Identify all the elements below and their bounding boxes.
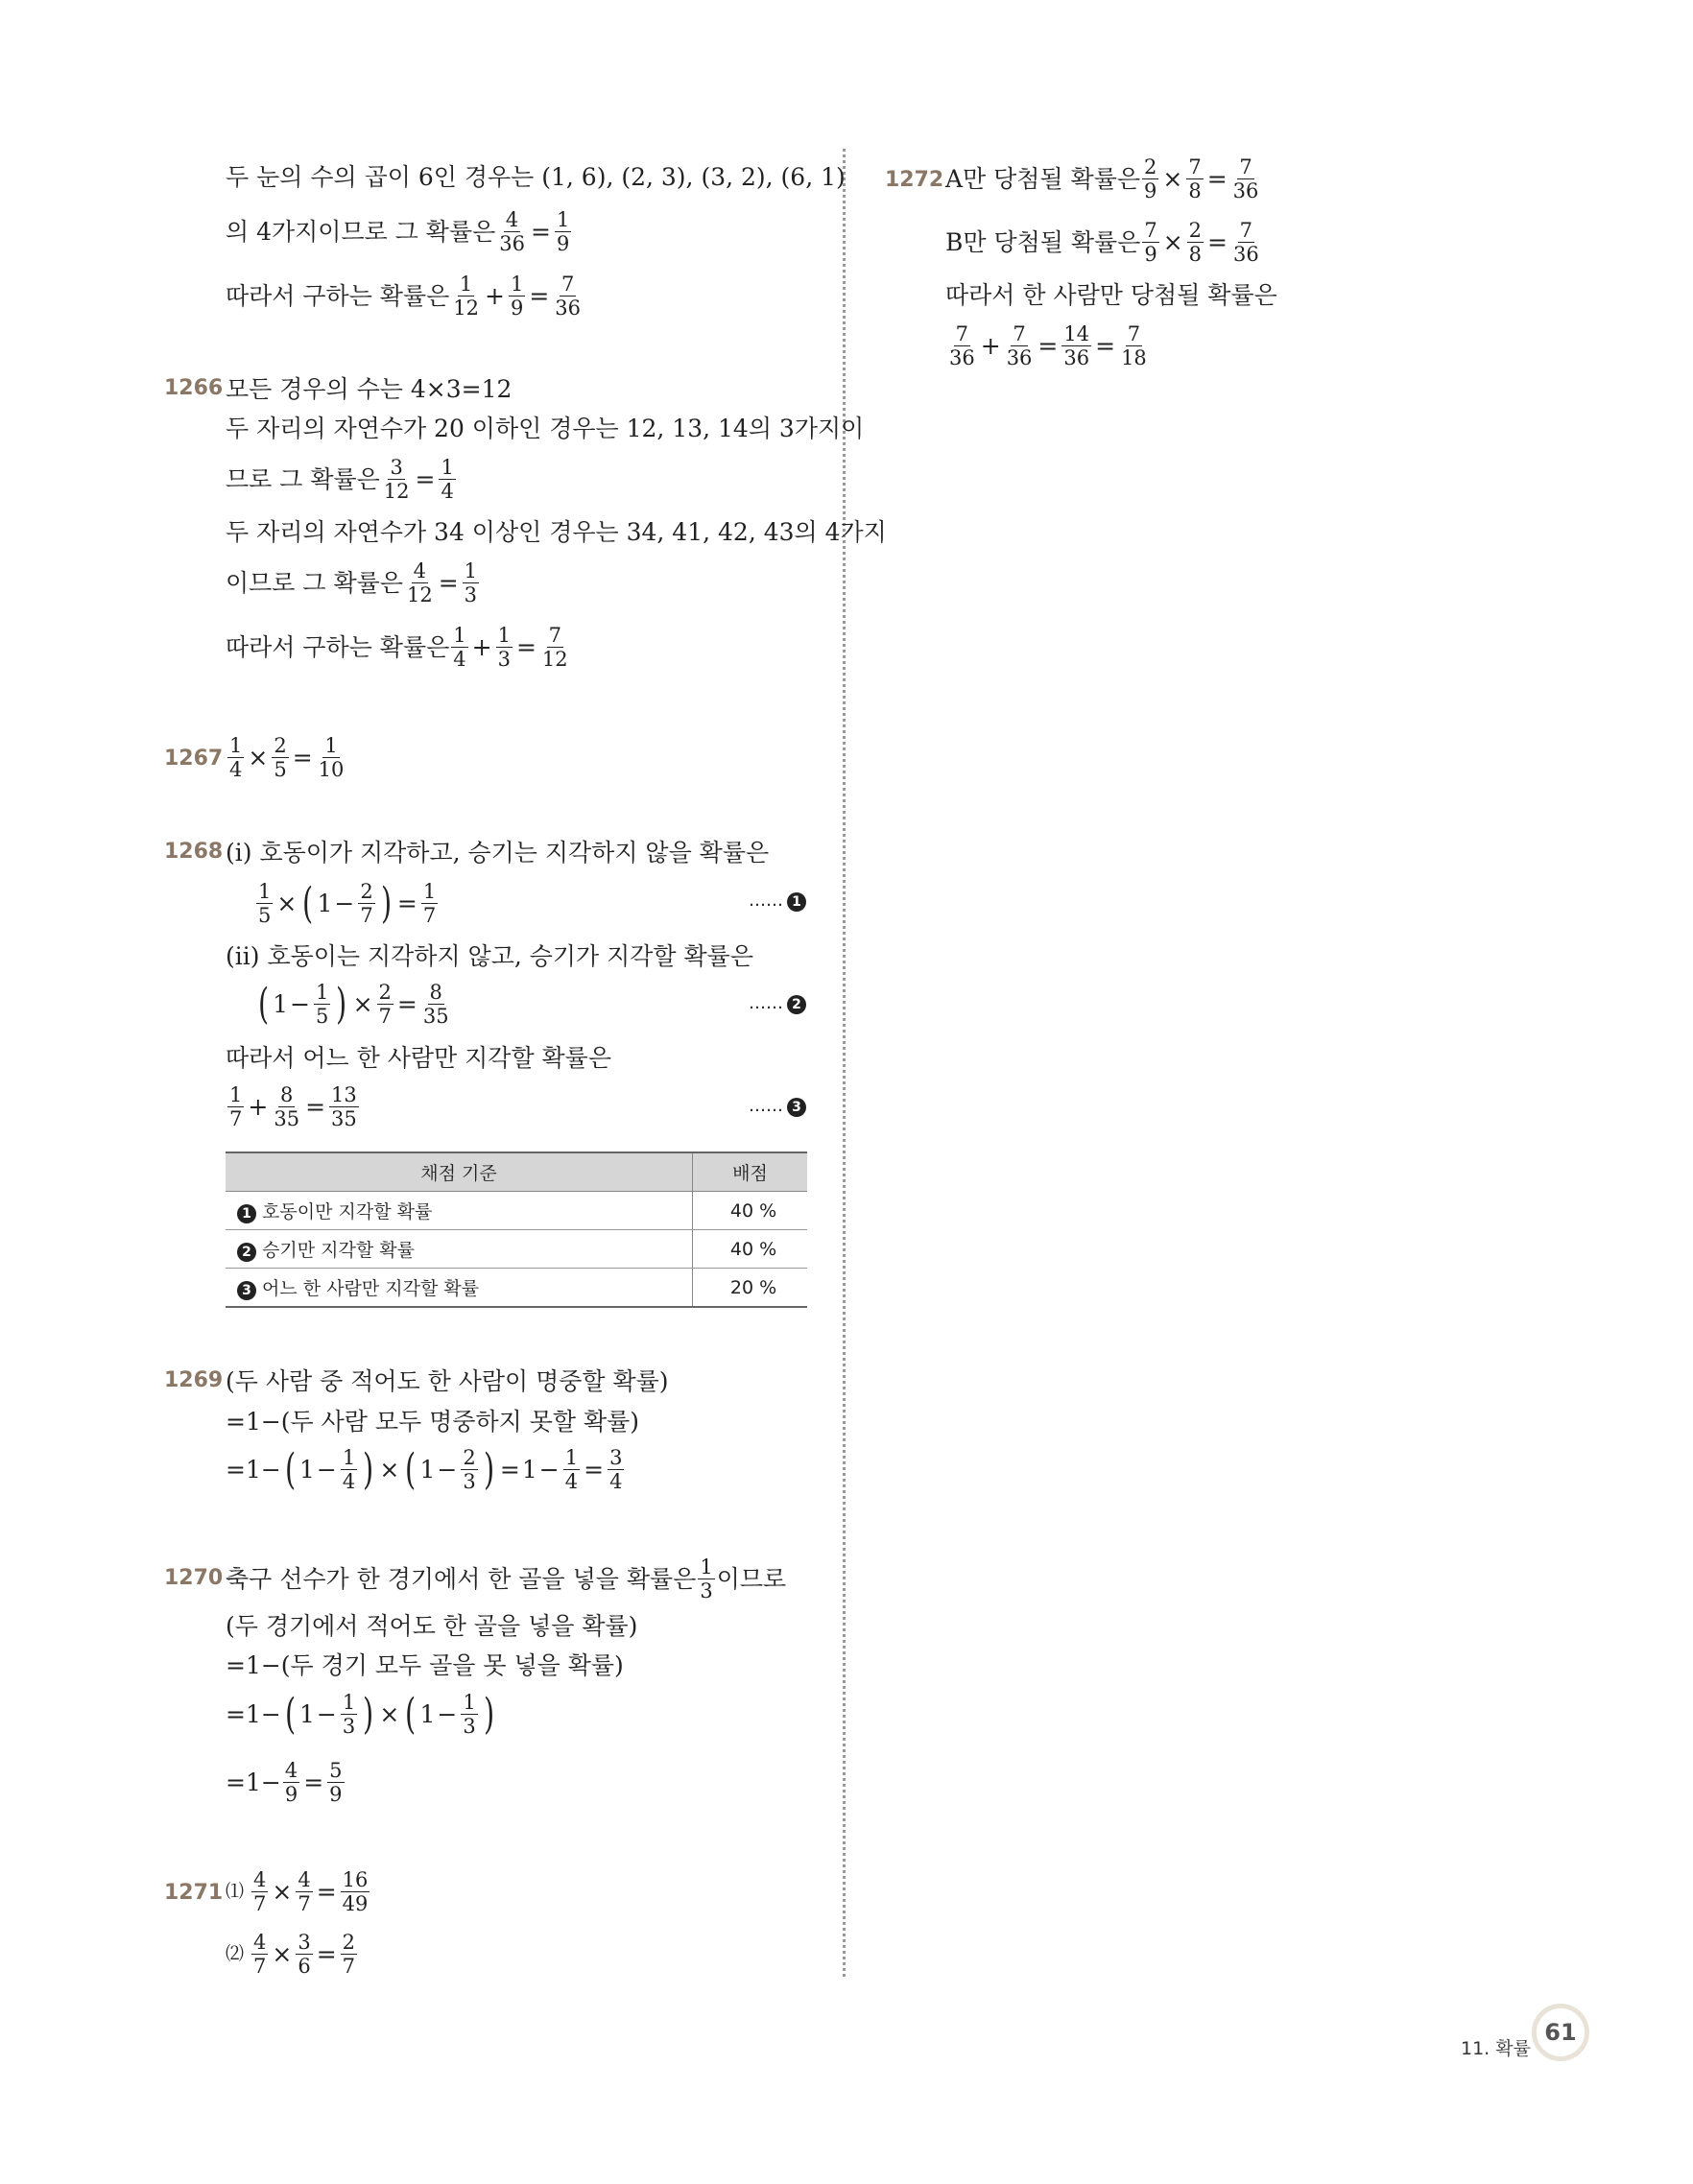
p1270-line2: (두 경기에서 적어도 한 골을 넣을 확률) (226, 1612, 638, 1640)
p1269-line2: =1−(두 사람 모두 명중하지 못할 확률) (226, 1408, 639, 1436)
fraction: $\frac{1}{4}$ (441, 456, 454, 504)
fraction: $\frac{7}{8}$ (1188, 155, 1202, 203)
p1271-part1: ⑴ $\frac{4}{7}$ × $\frac{4}{7}$ = $\frac{16}{49}$ (226, 1868, 369, 1916)
table-row: 1 호동이만 지각할 확률 40 % (226, 1192, 807, 1230)
p1270-line3: =1−(두 경기 모두 골을 못 넣을 확률) (226, 1651, 624, 1679)
fraction: $\frac{7}{9}$ (1144, 219, 1157, 267)
circled-number-icon: 1 (237, 1204, 256, 1223)
fraction: $\frac{4}{7}$ (298, 1868, 311, 1916)
p1266-line5: 이므로 그 확률은 $\frac{4}{12}$ = $\frac{1}{3}$ (226, 559, 478, 607)
fraction: $\frac{5}{9}$ (329, 1759, 343, 1807)
chapter-label: 11. 확률 (1461, 2038, 1531, 2059)
grading-table (226, 1151, 807, 1308)
fraction: $\frac{4}{36}$ (499, 208, 525, 256)
p1265-line1-text: 두 눈의 수의 곱이 6인 경우는 (1, 6), (2, 3), (3, 2), (6, 1) (226, 163, 846, 191)
p1269-line3: =1− ( 1 − $\frac{1}{4}$ ) × ( 1 − $\frac{2}{3}$ ) = 1 − $\frac{1}{4}$ = $\frac{3}{4}$ (226, 1444, 623, 1494)
fraction: $\frac{2}{8}$ (1188, 219, 1203, 267)
p1265-line1 (226, 165, 846, 189)
fraction: $\frac{1}{5}$ (316, 981, 329, 1029)
fraction: $\frac{3}{12}$ (383, 456, 410, 504)
problem-number-1272: 1272 (885, 168, 944, 192)
step-mark-2: …… 2 (749, 995, 806, 1014)
fraction: $\frac{1}{3}$ (463, 1691, 476, 1739)
fraction: $\frac{2}{5}$ (274, 734, 287, 782)
p1268-case-i: (ⅰ) 호동이가 지각하고, 승기는 지각하지 않을 확률은 (226, 839, 770, 866)
problem-number-1266: 1266 (164, 376, 224, 400)
p1265-line3: 따라서 구하는 확률은 $\frac{1}{12}$ + $\frac{1}{9}$ = $\frac{7}{36}$ (226, 273, 581, 320)
p1266-line2: 두 자리의 자연수가 20 이하인 경우는 12, 13, 14의 3가지이 (226, 415, 865, 442)
p1270-line1: 축구 선수가 한 경기에서 한 골을 넣을 확률은 $\frac{1}{3}$ 이므로 (226, 1555, 787, 1603)
fraction: $\frac{13}{35}$ (331, 1083, 357, 1131)
circled-number-icon: 3 (237, 1281, 256, 1300)
p1272-line1: A만 당첨될 확률은 $\frac{2}{9}$ × $\frac{7}{8}$ = $\frac{7}{36}$ (945, 155, 1259, 203)
table-row: 2 승기만 지각할 확률 40 % (226, 1230, 807, 1269)
p1268-expr2: ( 1 − $\frac{1}{5}$ ) × $\frac{2}{7}$ = $\frac{8}{35}$ (258, 979, 449, 1029)
p1266-line6: 따라서 구하는 확률은 $\frac{1}{4}$ + $\frac{1}{3}$ = $\frac{7}{12}$ (226, 624, 568, 672)
p1272-line3: 따라서 한 사람만 당첨될 확률은 (945, 281, 1277, 309)
problem-number-1271: 1271 (164, 1881, 224, 1905)
circled-number-icon: 1 (787, 892, 806, 912)
circled-number-icon: 2 (787, 995, 806, 1014)
p1268-expr3: $\frac{1}{7}$ + $\frac{8}{35}$ = $\frac{13}{35}$ (229, 1083, 357, 1131)
fraction: $\frac{2}{7}$ (360, 880, 373, 928)
p1271-part2: ⑵ $\frac{4}{7}$ × $\frac{3}{6}$ = $\frac{2}{7}$ (226, 1931, 356, 1979)
p1270-line5: =1− $\frac{4}{9}$ = $\frac{5}{9}$ (226, 1759, 343, 1807)
p1266-line1: 모든 경우의 수는 4×3=12 (226, 375, 513, 403)
fraction: $\frac{2}{3}$ (463, 1446, 476, 1494)
fraction: $\frac{2}{7}$ (342, 1931, 356, 1979)
problem-number-1268: 1268 (164, 840, 224, 864)
grading-header-criteria: 채점 기준 (226, 1152, 693, 1192)
fraction: $\frac{3}{4}$ (609, 1446, 623, 1494)
fraction: $\frac{7}{18}$ (1121, 322, 1147, 370)
step-mark-3: …… 3 (749, 1098, 806, 1117)
fraction: $\frac{8}{35}$ (422, 981, 449, 1029)
fraction: $\frac{8}{35}$ (274, 1083, 300, 1131)
p1270-line4: =1− ( 1 − $\frac{1}{3}$ ) × ( 1 − $\frac{1}{3}$ ) (226, 1689, 494, 1739)
fraction: $\frac{7}{36}$ (1006, 322, 1033, 370)
fraction: $\frac{1}{4}$ (564, 1446, 579, 1494)
fraction: $\frac{1}{4}$ (229, 734, 243, 782)
p1266-line4: 두 자리의 자연수가 34 이상인 경우는 34, 41, 42, 43의 4가지 (226, 518, 887, 546)
p1269-line1: (두 사람 중 적어도 한 사람이 명중할 확률) (226, 1367, 669, 1395)
fraction: $\frac{7}{36}$ (1232, 155, 1259, 203)
fraction: $\frac{1}{7}$ (229, 1083, 243, 1131)
circled-number-icon: 2 (237, 1243, 256, 1262)
fraction: $\frac{4}{7}$ (253, 1931, 267, 1979)
fraction: $\frac{4}{12}$ (406, 559, 433, 607)
fraction: $\frac{1}{3}$ (464, 559, 478, 607)
fraction: $\frac{3}{6}$ (298, 1931, 311, 1979)
fraction: $\frac{1}{3}$ (497, 624, 511, 672)
problem-number-1269: 1269 (164, 1368, 224, 1392)
table-row: 3 어느 한 사람만 지각할 확률 20 % (226, 1269, 807, 1308)
p1265-line2: 의 4가지이므로 그 확률은 $\frac{4}{36}$ = $\frac{1}{9}$ (226, 208, 570, 256)
page-number: 61 (1532, 2004, 1589, 2061)
fraction: $\frac{1}{4}$ (453, 624, 466, 672)
problem-number-1270: 1270 (164, 1566, 224, 1590)
fraction: $\frac{1}{4}$ (342, 1446, 356, 1494)
fraction: $\frac{1}{9}$ (556, 208, 570, 256)
fraction: $\frac{2}{7}$ (378, 981, 392, 1029)
fraction: $\frac{1}{3}$ (342, 1691, 356, 1739)
fraction: $\frac{1}{9}$ (510, 273, 524, 320)
p1268-case-ii: (ⅱ) 호동이는 지각하지 않고, 승기가 지각할 확률은 (226, 942, 753, 970)
fraction: $\frac{1}{10}$ (318, 734, 345, 782)
fraction: $\frac{7}{12}$ (541, 624, 568, 672)
fraction: $\frac{1}{5}$ (258, 880, 272, 928)
p1272-line4: $\frac{7}{36}$ + $\frac{7}{36}$ = $\frac{14}{36}$ = $\frac{7}{18}$ (949, 322, 1147, 370)
fraction: $\frac{14}{36}$ (1063, 322, 1090, 370)
p1272-line2: B만 당첨될 확률은 $\frac{7}{9}$ × $\frac{2}{8}$ = $\frac{7}{36}$ (945, 219, 1259, 267)
p1268-conclusion: 따라서 어느 한 사람만 지각할 확률은 (226, 1044, 611, 1072)
p1268-expr1: $\frac{1}{5}$ × ( 1 − $\frac{2}{7}$ ) = $\frac{1}{7}$ (258, 878, 437, 928)
circled-number-icon: 3 (787, 1098, 806, 1117)
fraction: $\frac{4}{7}$ (253, 1868, 267, 1916)
fraction: $\frac{2}{9}$ (1144, 155, 1157, 203)
fraction: $\frac{4}{9}$ (284, 1759, 298, 1807)
fraction: $\frac{1}{7}$ (422, 880, 437, 928)
fraction: $\frac{1}{12}$ (453, 273, 479, 320)
fraction: $\frac{1}{3}$ (700, 1555, 713, 1603)
fraction: $\frac{7}{36}$ (1232, 219, 1259, 267)
problem-number-1267: 1267 (164, 747, 224, 771)
step-mark-1: …… 1 (749, 892, 806, 912)
fraction: $\frac{16}{49}$ (342, 1868, 369, 1916)
fraction: $\frac{7}{36}$ (949, 322, 975, 370)
p1267-line1: $\frac{1}{4}$ × $\frac{2}{5}$ = $\frac{1}{10}$ (229, 734, 345, 782)
grading-header-score: 배점 (693, 1152, 808, 1192)
fraction: $\frac{7}{36}$ (555, 273, 581, 320)
p1266-line3: 므로 그 확률은 $\frac{3}{12}$ = $\frac{1}{4}$ (226, 456, 454, 504)
